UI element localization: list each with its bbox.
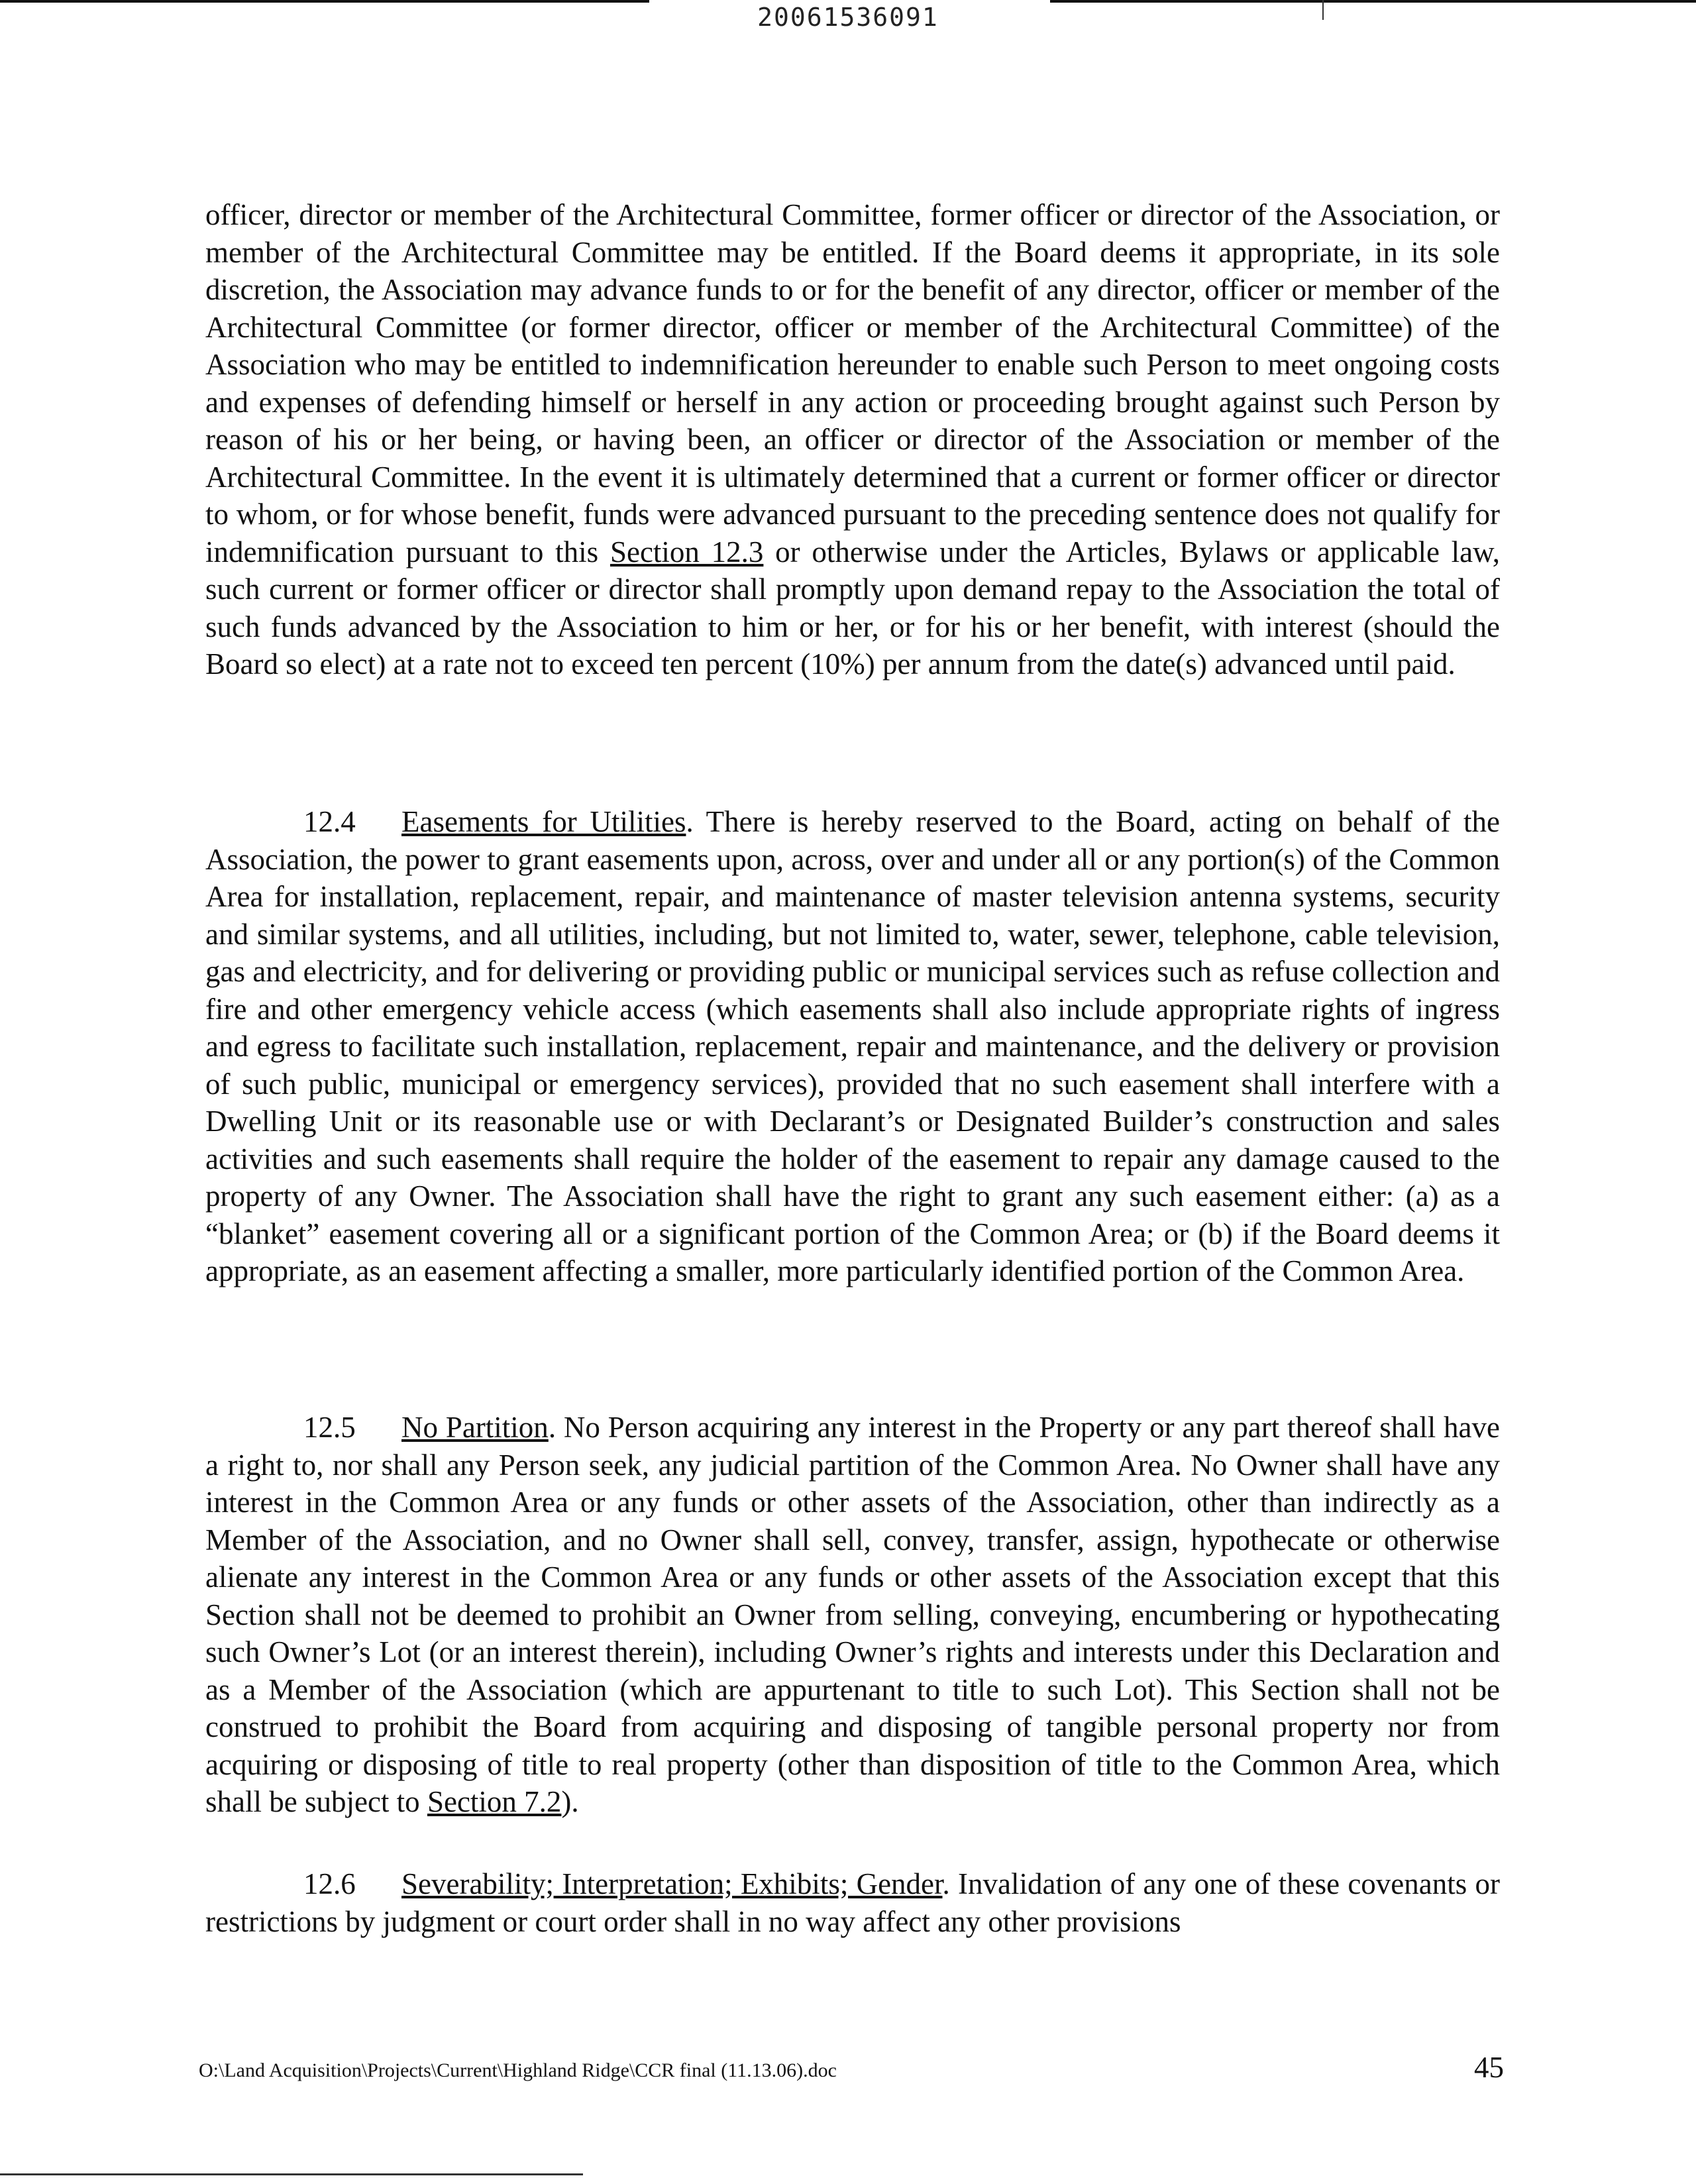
- section-number: 12.4: [303, 805, 356, 838]
- section-reference-7-2: Section 7.2: [427, 1785, 562, 1818]
- section-heading: Easements for Utilities: [401, 805, 686, 838]
- paragraph-body-part-a: . No Person acquiring any interest in the Property or any part thereof shall have a right to, nor shall any Person seek, any judicial partition of the Common Area. No Owner shall have any interest in the Common Area or any funds or other assets of the Association, other than indirectly as a Member of the Association, and no Owner shall sell, convey, transfer, assign, hypothecate or otherwise alienate any interest in the Common Area or any funds or other assets of the Association except that this Section shall not be deemed to prohibit an Owner from selling, conveying, encumbering or hypothecating such Owner’s Lot (or an interest therein), including Owner’s rights and interests under this Declaration and as a Member of the Association (which are appurtenant to title to such Lot). This Section shall not be construed to prohibit the Board from acquiring and disposing of tangible personal property nor from acquiring or disposing of title to real property (other than disposition of title to the Common Area, which shall be subject to: [205, 1411, 1500, 1818]
- section-heading: No Partition: [401, 1411, 549, 1444]
- paragraph-12-6: [205, 1865, 1500, 1940]
- footer-file-path: O:\Land Acquisition\Projects\Current\Highland Ridge\CCR final (11.13.06).doc: [199, 2059, 837, 2081]
- section-number: 12.5: [303, 1411, 356, 1444]
- paragraph-text-part-b: or otherwise under the Articles, Bylaws or applicable law, such current or former officer or director shall promptly upon demand repay to the Association the total of such funds advanced by the Association to him or her, or for his or her benefit, with interest (should the Board so elect) at a rate not to exceed ten percent (10%) per annum from the date(s) advanced until paid.: [205, 535, 1500, 681]
- paragraph-body: . Invalidation of any one of these covenants or restrictions by judgment or court order shall in no way affect any other provisions: [205, 1867, 1500, 1938]
- paragraph-text-part-a: officer, director or member of the Architectural Committee, former officer or director of the Association, or member of the Architectural Committee may be entitled. If the Board deems it appropriate, in its sole discretion, the Association may advance funds to or for the benefit of any director, officer or member of the Architectural Committee (or former director, officer or member of the Architectural Committee) of the Association who may be entitled to indemnification hereunder to enable such Person to meet ongoing costs and expenses of defending himself or herself in any action or proceeding brought against such Person by reason of his or her being, or having been, an officer or director of the Association or member of the Architectural Committee. In the event it is ultimately determined that a current or former officer or director to whom, or for whose benefit, funds were advanced pursuant to the preceding sentence does not qualify for indemnification pursuant to this: [205, 198, 1500, 569]
- paragraph-body: . There is hereby reserved to the Board, acting on behalf of the Association, the power to grant easements upon, across, over and under all or any portion(s) of the Common Area for installation, replacement, repair, and maintenance of master television antenna systems, security and similar systems, and all utilities, including, but not limited to, water, sewer, telephone, cable television, gas and electricity, and for delivering or providing public or municipal services such as refuse collection and fire and other emergency vehicle access (which easements shall also include appropriate rights of ingress and egress to facilitate such installation, replacement, repair and maintenance, and the delivery or provision of such public, municipal or emergency services), provided that no such easement shall interfere with a Dwelling Unit or its reasonable use or with Declarant’s or Designated Builder’s construction and sales activities and such easements shall require the holder of the easement to repair any damage caused to the property of any Owner. The Association shall have the right to grant any such easement either: (a) as a “blanket” easement covering all or a significant portion of the Common Area; or (b) if the Board deems it appropriate, as an easement affecting a smaller, more particularly identified portion of the Common Area.: [205, 805, 1500, 1287]
- paragraph-text: [205, 803, 1500, 1290]
- page-number: 45: [1474, 2051, 1504, 2084]
- paragraph-body-part-b: ).: [561, 1785, 579, 1818]
- section-reference-12-3: Section 12.3: [610, 535, 764, 569]
- paragraph-12-3-continued: [205, 196, 1500, 683]
- paragraph-12-5: [205, 1409, 1500, 1821]
- paragraph-12-4: [205, 803, 1500, 1290]
- paragraph-text: [205, 1409, 1500, 1821]
- bottom-rule: [0, 2173, 583, 2175]
- paragraph-text: [205, 196, 1500, 683]
- document-number: 20061536091: [757, 3, 939, 32]
- section-heading: Severability; Interpretation; Exhibits; Gender: [401, 1867, 943, 1900]
- paragraph-text: [205, 1865, 1500, 1940]
- section-number: 12.6: [303, 1867, 356, 1900]
